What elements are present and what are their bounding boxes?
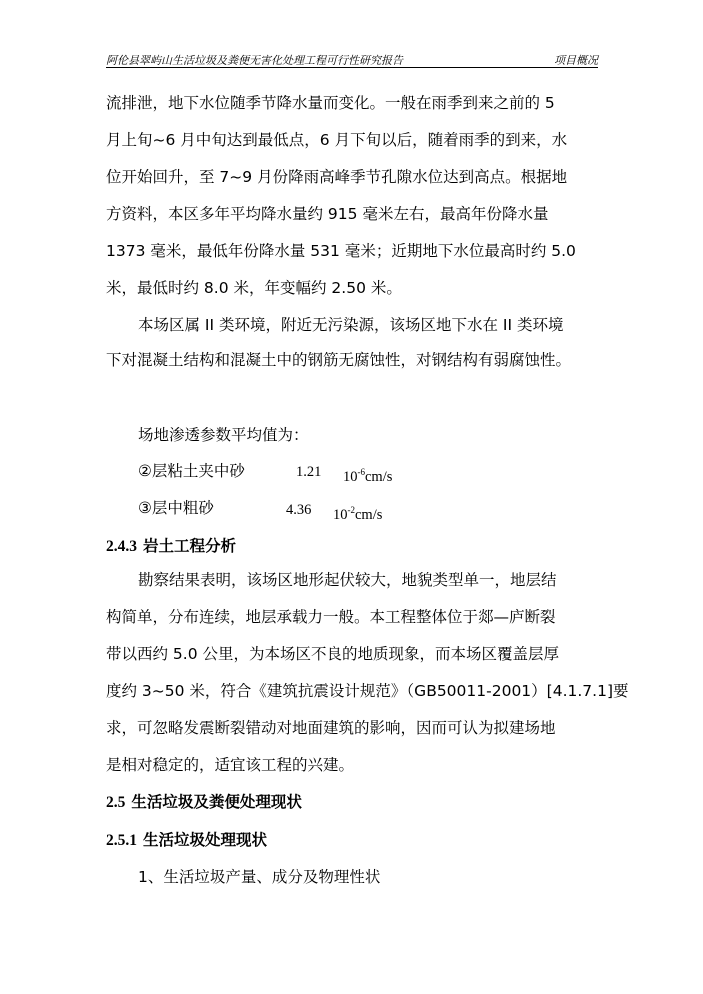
paragraph-line: 本场区属 II 类环境，附近无污染源，该场区地下水在 II 类环境	[138, 316, 564, 334]
paragraph-line: 是相对稳定的，适宜该工程的兴建。	[106, 756, 355, 774]
paragraph-line: 勘察结果表明，该场区地形起伏较大，地貌类型单一，地层结	[138, 571, 557, 589]
permeability-value: 4.36	[286, 502, 312, 518]
section-heading-2-5: 2.5 生活垃圾及粪便处理现状	[106, 793, 302, 811]
permeability-unit: $10^{-2}cm/s$	[333, 505, 383, 523]
paragraph-line: 构简单，分布连续，地层承载力一般。本工程整体位于郯—庐断裂	[106, 608, 556, 626]
header-section-name: 项目概况	[554, 54, 598, 67]
section-heading-2-5-1: 2.5.1 生活垃圾处理现状	[106, 831, 268, 849]
header-document-title: 阿伦县翠屿山生活垃圾及粪便无害化处理工程可行性研究报告	[106, 54, 403, 67]
paragraph-line: 求，可忽略发震断裂错动对地面建筑的影响，因而可认为拟建场地	[106, 719, 556, 737]
permeability-layer: ②层粘土夹中砂	[138, 462, 245, 480]
permeability-unit: $10^{-6}cm/s$	[343, 467, 393, 485]
paragraph-line: 方资料，本区多年平均降水量约 915 毫米左右，最高年份降水量	[106, 205, 549, 223]
paragraph-line: 带以西约 5.0 公里，为本场区不良的地质现象，而本场区覆盖层厚	[106, 645, 560, 663]
list-item: 1、生活垃圾产量、成分及物理性状	[138, 868, 381, 886]
paragraph-line: 1373 毫米，最低年份降水量 531 毫米；近期地下水位最高时约 5.0	[106, 242, 576, 260]
paragraph-line: 位开始回升，至 7~9 月份降雨高峰季节孔隙水位达到高点。根据地	[106, 168, 568, 186]
section-heading-2-4-3: 2.4.3 岩土工程分析	[106, 537, 237, 555]
permeability-layer: ③层中粗砂	[138, 499, 214, 517]
paragraph-line: 流排泄，地下水位随季节降水量而变化。一般在雨季到来之前的 5	[106, 94, 555, 112]
paragraph-line: 度约 3~50 米，符合《建筑抗震设计规范》（GB50011-2001）[4.1.7.1]要	[106, 682, 629, 700]
paragraph-line: 月上旬~6 月中旬达到最低点，6 月下旬以后，随着雨季的到来，水	[106, 131, 568, 149]
permeability-intro: 场地渗透参数平均值为：	[138, 426, 309, 444]
page-header	[106, 47, 598, 68]
paragraph-line: 下对混凝土结构和混凝土中的钢筋无腐蚀性，对钢结构有弱腐蚀性。	[106, 351, 572, 369]
permeability-value: 1.21	[296, 464, 322, 480]
paragraph-line: 米，最低时约 8.0 米，年变幅约 2.50 米。	[106, 279, 402, 297]
